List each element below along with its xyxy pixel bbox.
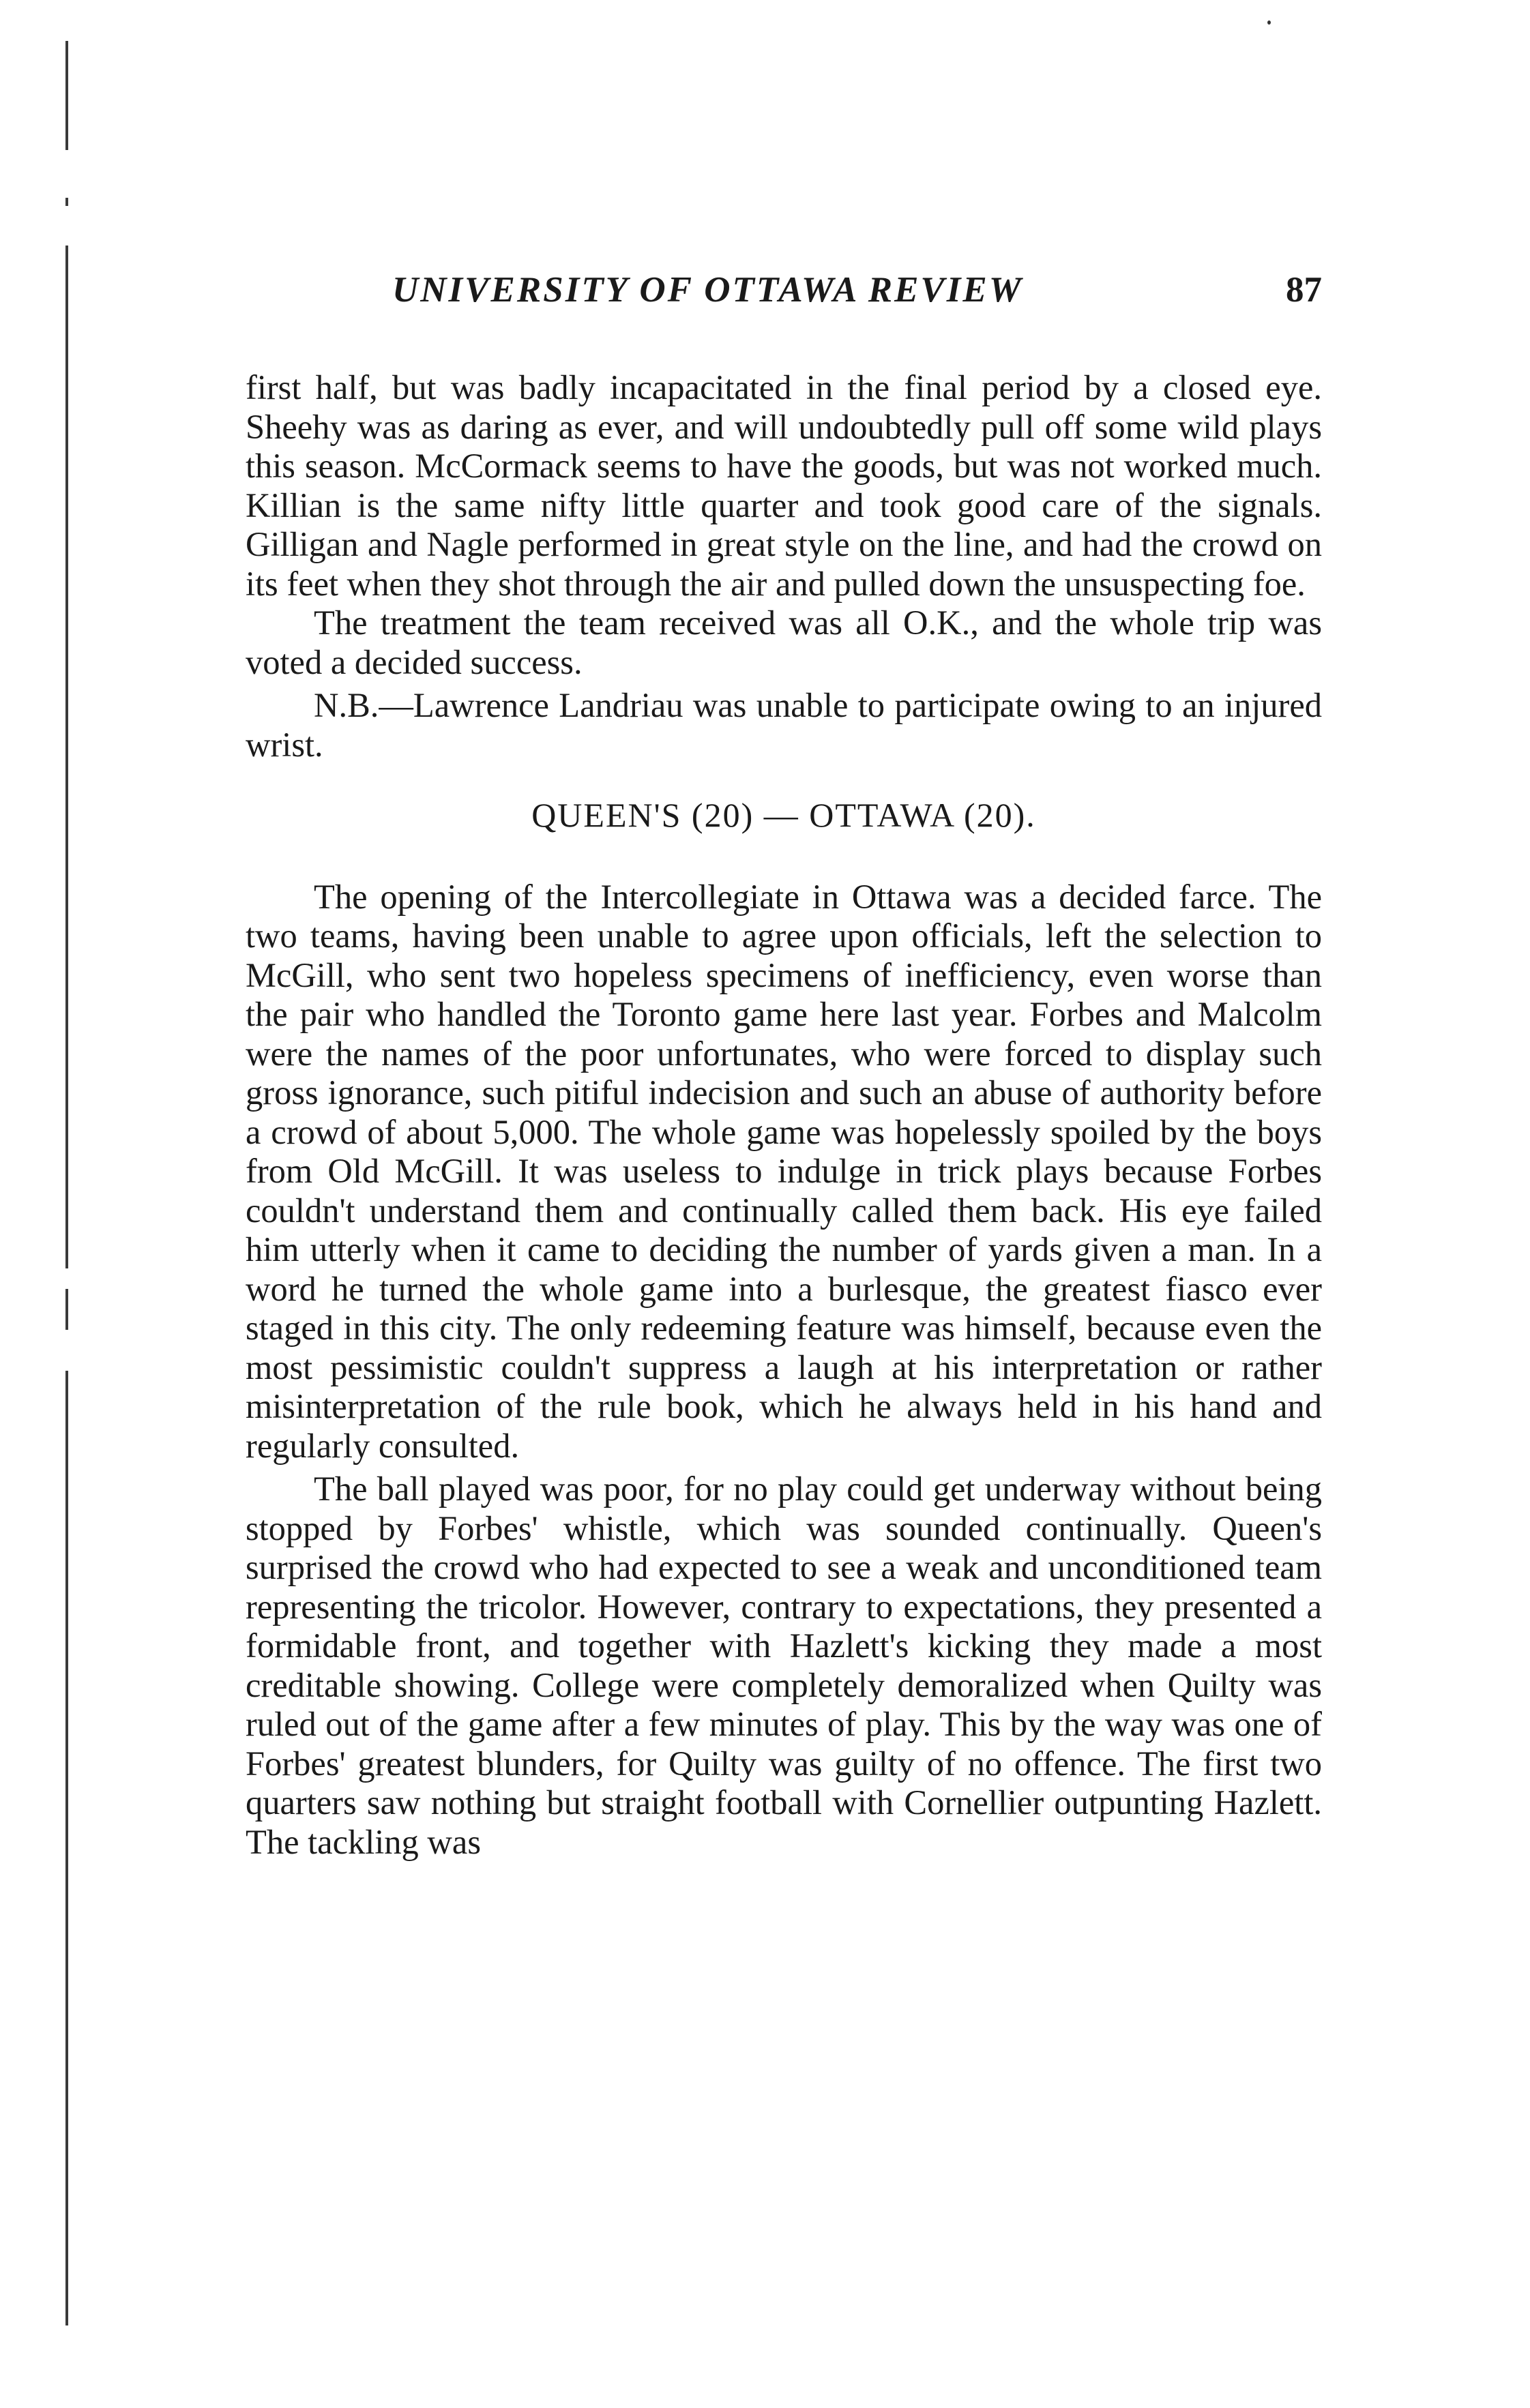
journal-title: UNIVERSITY OF OTTAWA REVIEW xyxy=(392,270,1023,310)
paragraph: The opening of the Intercollegiate in Ottawa was a decided farce. The two teams, having been unable to agree upon officials, left the selection to McGill, who sent two hopeless specimens of inefficiency, even worse than the pair who handled the Toronto game here last year. Forbes and Malcolm were the names of the poor unfortunates, who were forced to display such gross ignorance, such pitiful indecision and such an abuse of authority before a crowd of about 5,000. The whole game was hopelessly spoiled by the boys from Old McGill. It was useless to indulge in trick plays because Forbes couldn't understand them and continually called them back. His eye failed him utterly when it came to deciding the number of yards given a man. In a word he turned the whole game into a burlesque, the greatest fiasco ever staged in this city. The only redeeming feature was himself, because even the most pessimistic couldn't suppress a laugh at his interpretation or rather misinterpretation of the rule book, which he always held in his hand and regularly consulted. xyxy=(246,877,1322,1465)
ink-speck xyxy=(1267,20,1271,25)
section-heading: QUEEN'S (20) — OTTAWA (20). xyxy=(531,796,1036,834)
paragraph: The ball played was poor, for no play could get underway without being stopped by Forbes' whistle, which was sounded continually. Queen's surprised the crowd who had expected to see a weak and unconditioned team representing the tricolor. However, contrary to expectations, they presented a formidable front, and together with Hazlett's kicking they made a most creditable showing. College were completely demoralized when Quilty was ruled out of the game after a few minutes of play. This by the way was one of Forbes' greatest blunders, for Quilty was guilty of no offence. The first two quarters saw nothing but straight football with Cornellier outpunting Hazlett. The tackling was xyxy=(246,1470,1322,1861)
article-body xyxy=(246,368,1322,1862)
paragraph-continued: first half, but was badly incapacitated in the final period by a closed eye. Sheehy was as daring as ever, and will undoubtedly pull off some wild plays this season. McCormack seems to have the goods, but was not worked much. Killian is the same nifty little quarter and took good care of the signals. Gilligan and Nagle performed in great style on the line, and had the crowd on its feet when they shot through the air and pulled down the unsuspecting foe. xyxy=(246,368,1322,603)
paragraph: The treatment the team received was all O.K., and the whole trip was voted a decided success. xyxy=(246,604,1322,681)
running-header xyxy=(246,269,1322,324)
page-number: 87 xyxy=(1286,270,1322,310)
binding-edge xyxy=(53,41,80,2353)
paragraph-note: N.B.—Lawrence Landriau was unable to participate owing to an injured wrist. xyxy=(246,686,1322,764)
